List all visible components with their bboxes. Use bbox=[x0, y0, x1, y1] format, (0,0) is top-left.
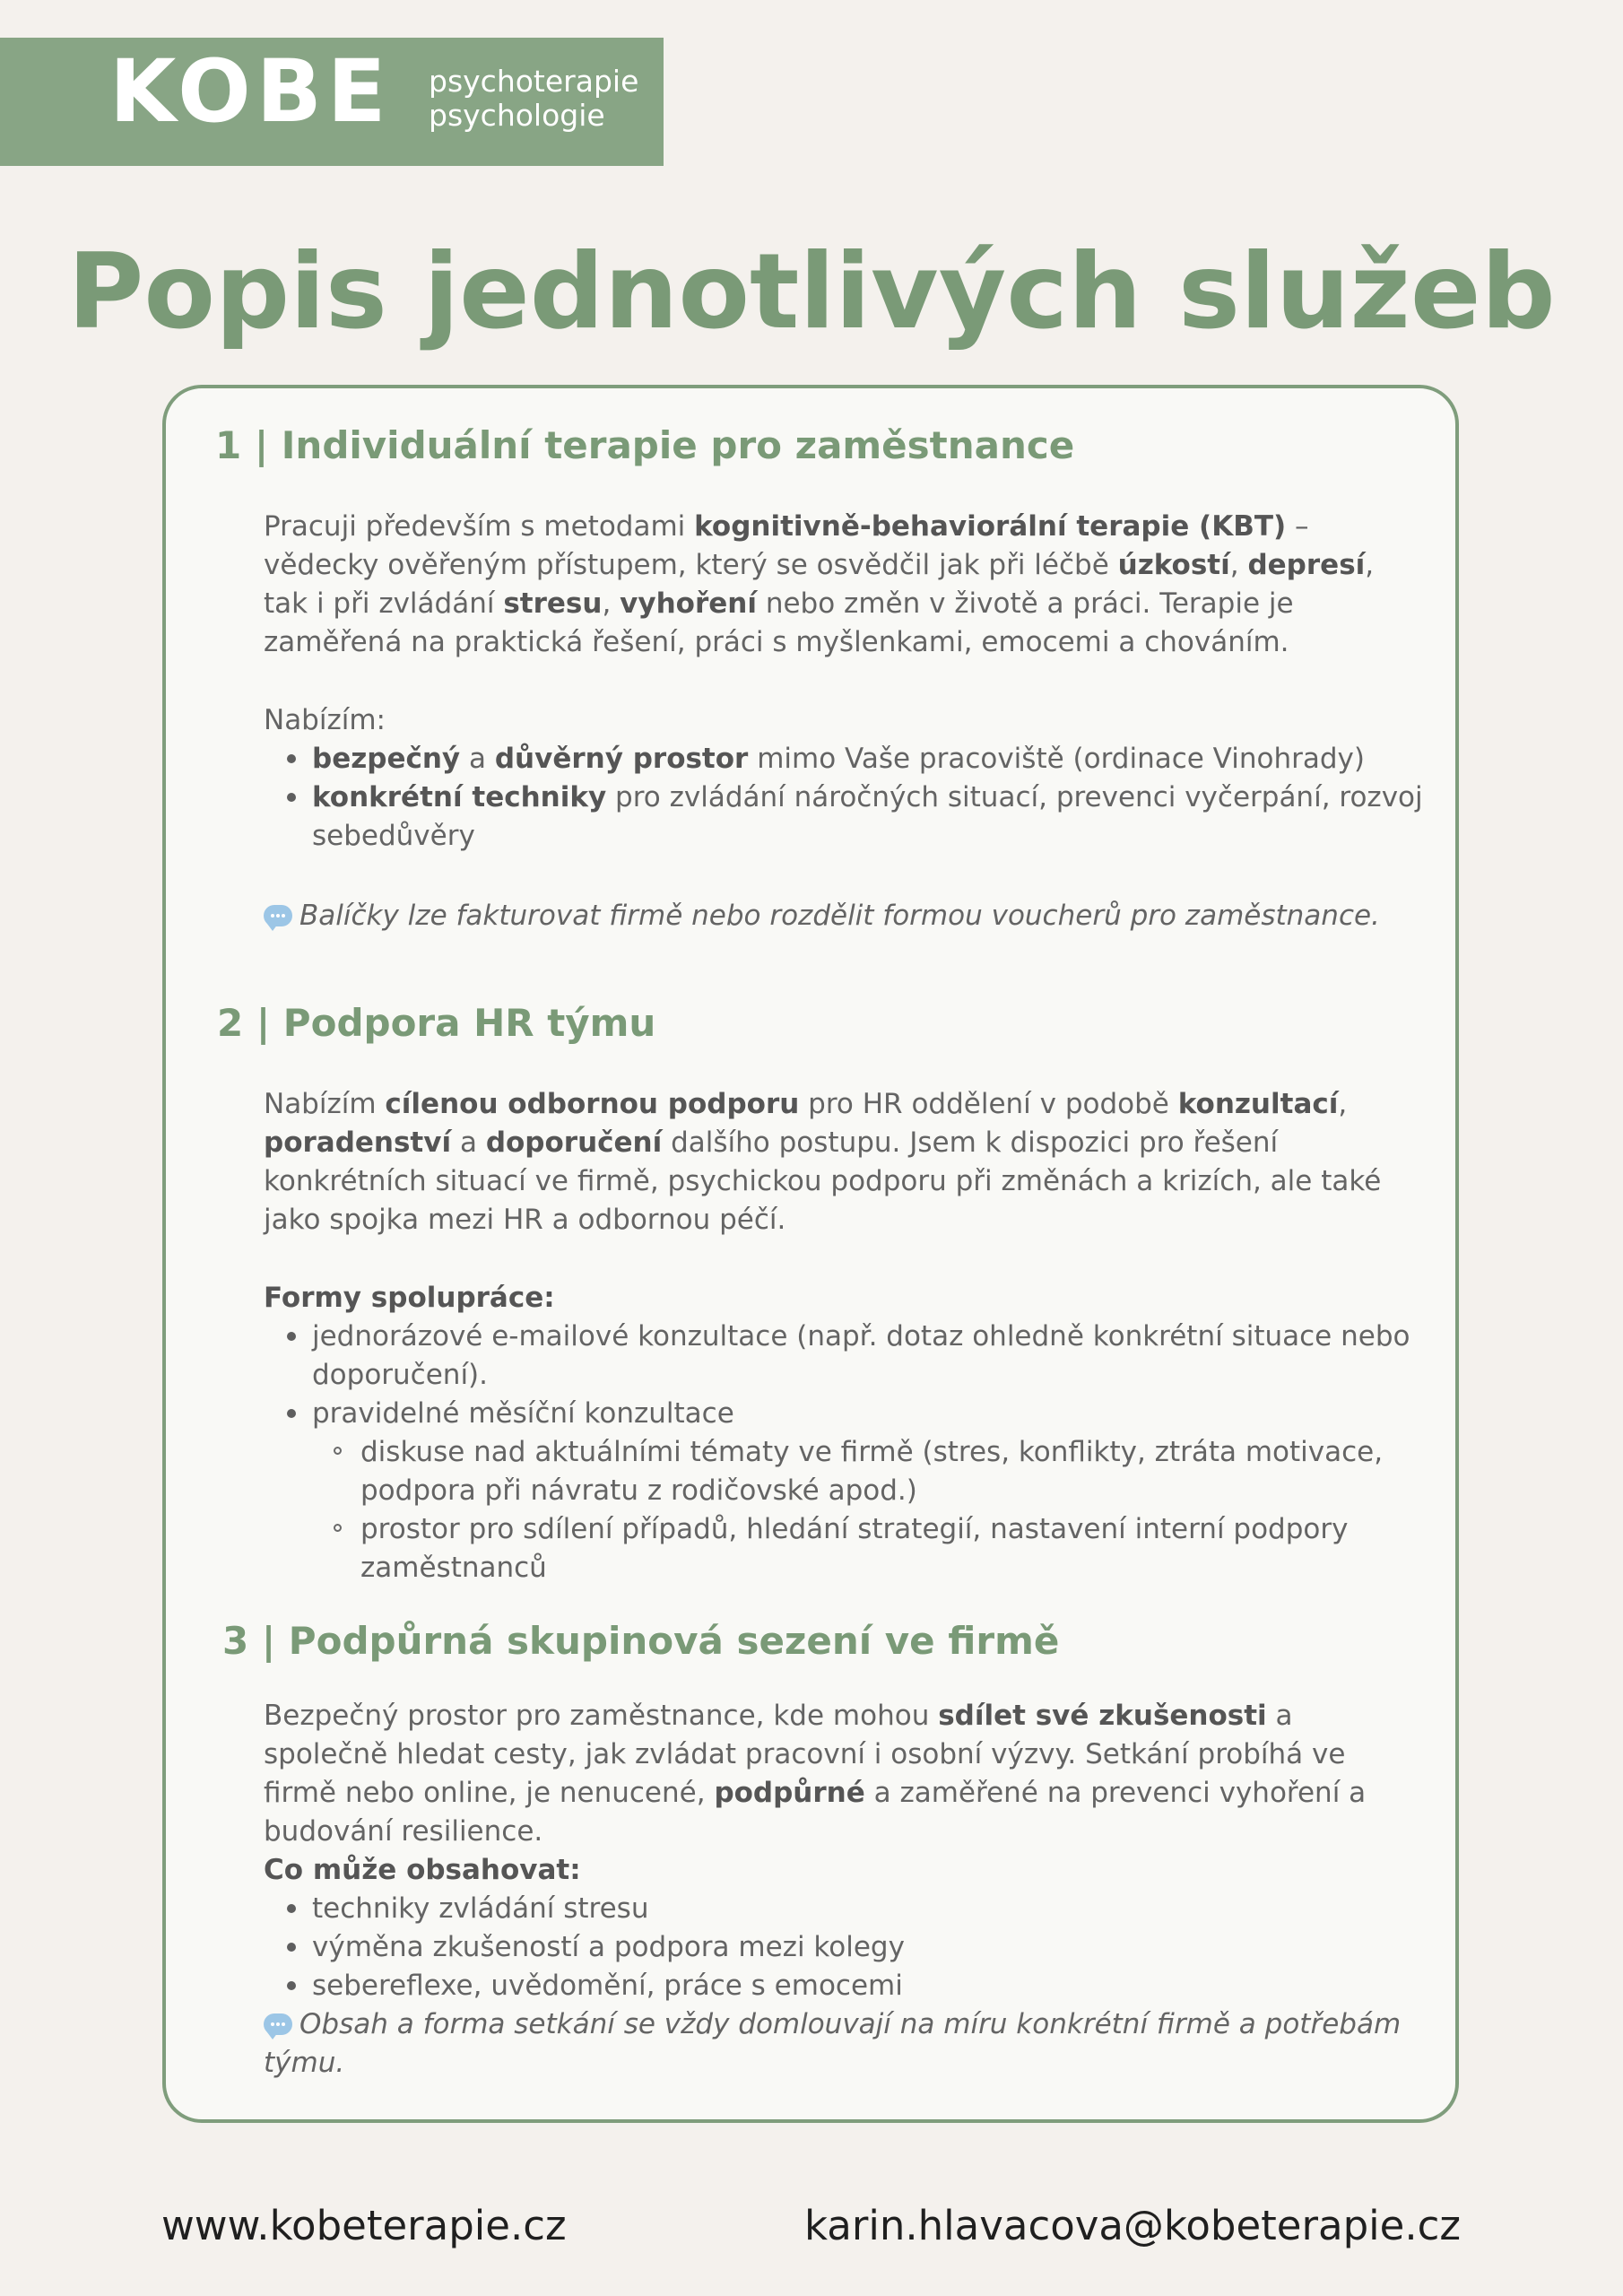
section3-note: Obsah a forma setkání se vždy domlouvají na míru konkrétní firmě a potřebám týmu. bbox=[264, 2008, 1402, 2079]
section2-title: 2 | Podpora HR týmu bbox=[217, 1001, 656, 1045]
section3-title: 3 | Podpůrná skupinová sezení ve firmě bbox=[222, 1619, 1060, 1663]
section1-paragraph: Pracuji především s metodami kognitivně-behaviorální terapie (KBT) – vědecky ověřeným přístupem, který se osvědčil jak při léčbě úzkostí, depresí, tak i při zvládání stresu, vyhoření nebo změn v životě a práci. Terapie je zaměřená na praktická řešení, práci s myšlenkami, emocemi a chováním. bbox=[264, 510, 1375, 658]
section2-forms bbox=[264, 1279, 1420, 1587]
list-item: techniky zvládání stresu bbox=[264, 1890, 1420, 1928]
footer-email-link[interactable]: karin.hlavacova@kobeterapie.cz bbox=[803, 2202, 1461, 2249]
footer-website-link[interactable]: www.kobeterapie.cz bbox=[161, 2202, 567, 2249]
section2-body bbox=[264, 1085, 1420, 1239]
logo-subtitle bbox=[429, 65, 638, 133]
section1-offer-list bbox=[264, 740, 1429, 856]
logo-subtitle-line2: psychologie bbox=[429, 98, 605, 133]
list-item: sebereflexe, uvědomění, práce s emocemi bbox=[264, 1967, 1420, 2005]
section3-paragraph: Bezpečný prostor pro zaměstnance, kde mohou sdílet své zkušenosti a společně hledat cesty, jak zvládat pracovní i osobní výzvy. Setkání probíhá ve firmě nebo online, je nenucené, podpůrné a zaměřené na prevenci vyhoření a budování resilience. bbox=[264, 1700, 1367, 1848]
section1-offer bbox=[264, 701, 1429, 856]
logo-wordmark: KOBE bbox=[109, 41, 392, 142]
section2-forms-list bbox=[264, 1318, 1420, 1587]
list-item: výměna zkušeností a podpora mezi kolegy bbox=[264, 1928, 1420, 1967]
list-item: pravidelné měsíční konzultace bbox=[264, 1395, 1420, 1433]
section3-list bbox=[264, 1890, 1420, 2005]
section1-body bbox=[264, 508, 1420, 662]
section1-note: Balíčky lze fakturovat firmě nebo rozdělit formou voucherů pro zaměstnance. bbox=[264, 897, 1456, 935]
list-item: bezpečný a důvěrný prostor mimo Vaše pracoviště (ordinace Vinohrady) bbox=[264, 740, 1429, 778]
list-item: konkrétní techniky pro zvládání náročných situací, prevenci vyčerpání, rozvoj sebedůvěry bbox=[264, 778, 1429, 856]
speech-bubble-icon bbox=[264, 905, 292, 926]
logo-subtitle-line1: psychoterapie bbox=[429, 64, 639, 99]
section1-offer-label: Nabízím: bbox=[264, 704, 386, 736]
page-title: Popis jednotlivých služeb bbox=[67, 231, 1556, 352]
sub-list-item: diskuse nad aktuálními tématy ve firmě (stres, konflikty, ztráta motivace, podpora při návratu z rodičovské apod.) bbox=[264, 1433, 1420, 1510]
sub-list-item: prostor pro sdílení případů, hledání strategií, nastavení interní podpory zaměstnanců bbox=[264, 1510, 1420, 1587]
section1-title: 1 | Individuální terapie pro zaměstnance bbox=[215, 423, 1075, 467]
section2-forms-label: Formy spolupráce: bbox=[264, 1282, 555, 1314]
section3-contains-label: Co může obsahovat: bbox=[264, 1854, 581, 1886]
section3-body bbox=[264, 1697, 1420, 2083]
speech-bubble-icon bbox=[264, 2013, 292, 2035]
section2-paragraph: Nabízím cílenou odbornou podporu pro HR oddělení v podobě konzultací, poradenství a doporučení dalšího postupu. Jsem k dispozici pro řešení konkrétních situací ve firmě, psychickou podporu při změnách a krizích, ale také jako spojka mezi HR a odbornou péčí. bbox=[264, 1088, 1382, 1236]
list-item: jednorázové e-mailové konzultace (např. dotaz ohledně konkrétní situace nebo doporučení). bbox=[264, 1318, 1420, 1395]
